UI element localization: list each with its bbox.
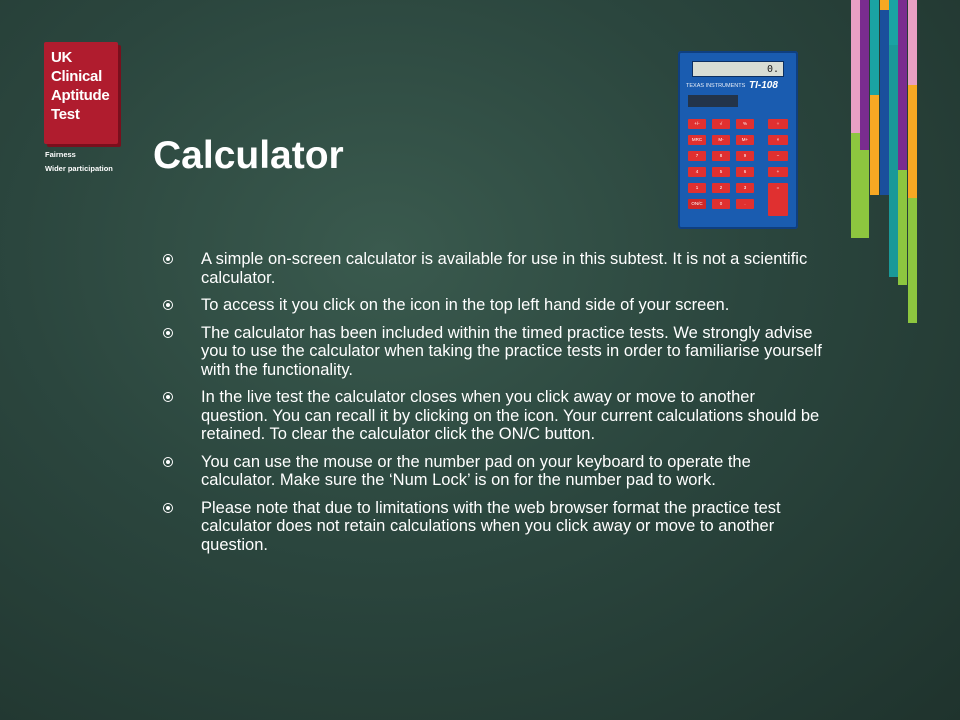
stripe xyxy=(851,0,860,133)
stripe xyxy=(870,0,879,95)
stripe xyxy=(889,0,898,45)
calculator-key: 4 xyxy=(688,167,706,177)
calculator-key: 5 xyxy=(712,167,730,177)
stripe xyxy=(870,95,879,195)
calculator-key: = xyxy=(768,183,788,216)
calculator-model: TI-108 xyxy=(749,80,778,91)
slide-title: Calculator xyxy=(153,134,344,177)
calculator-key: √ xyxy=(712,119,730,129)
bullet-icon xyxy=(163,254,173,264)
calculator-key: 1 xyxy=(688,183,706,193)
calculator-image xyxy=(678,51,798,229)
logo-line-test: Test xyxy=(51,106,80,123)
stripe xyxy=(851,133,860,238)
bullet-text: In the live test the calculator closes when you click away or move to another question. You can recall it by clicking on the icon. Your current calculations should be retained. To clear the calculator click the ON/C button. xyxy=(201,388,820,443)
stripe xyxy=(860,0,869,150)
bullet-item xyxy=(163,453,823,490)
bullet-text: The calculator has been included within the timed practice tests. We strongly advise you to use the calculator when taking the practice tests in order to familiarise yourself with the functionality. xyxy=(201,323,822,379)
stripe xyxy=(908,85,917,198)
calculator-key: 2 xyxy=(712,183,730,193)
calculator-key: % xyxy=(736,119,754,129)
bullet-item xyxy=(163,499,823,555)
bullet-text: You can use the mouse or the number pad on your keyboard to operate the calculator. Make sure the ‘Num Lock’ is on for the number pad to work. xyxy=(201,452,751,489)
calculator-key: MRC xyxy=(688,135,706,145)
bullet-text: A simple on-screen calculator is available for use in this subtest. It is not a scientific calculator. xyxy=(201,250,808,287)
calculator-key: . xyxy=(736,199,754,209)
bullet-item xyxy=(163,324,823,380)
stripe xyxy=(889,45,898,277)
calculator-key: M+ xyxy=(736,135,754,145)
calculator-key: M- xyxy=(712,135,730,145)
stripe xyxy=(908,0,917,85)
bullet-icon xyxy=(163,392,173,402)
bullet-text: To access it you click on the icon in the top left hand side of your screen. xyxy=(201,296,730,314)
stripe xyxy=(860,150,869,238)
calculator-key: − xyxy=(768,151,788,161)
calculator-key: ON/C xyxy=(688,199,706,209)
bullet-icon xyxy=(163,503,173,513)
bullet-item xyxy=(163,388,823,444)
bullet-list xyxy=(163,250,823,563)
calculator-key: ÷ xyxy=(768,119,788,129)
stripe xyxy=(908,198,917,323)
stripe xyxy=(898,0,907,170)
calculator-key: 0 xyxy=(712,199,730,209)
bullet-icon xyxy=(163,457,173,467)
logo-line-uk: UK xyxy=(51,49,73,66)
calculator-key: 9 xyxy=(736,151,754,161)
stripe xyxy=(880,0,889,10)
calculator-key: 8 xyxy=(712,151,730,161)
logo-line-clinical: Clinical xyxy=(51,68,102,85)
calculator-display: 0. xyxy=(692,61,784,77)
bullet-item xyxy=(163,250,823,287)
calculator-key: × xyxy=(768,135,788,145)
calculator-brand: TEXAS INSTRUMENTS xyxy=(686,83,746,89)
calculator-key: 3 xyxy=(736,183,754,193)
logo-tagline-fairness: Fairness xyxy=(45,150,76,159)
calculator-key: 6 xyxy=(736,167,754,177)
logo-tagline-wider: Wider participation xyxy=(45,164,113,173)
calculator-key: + xyxy=(768,167,788,177)
calculator-key: +/- xyxy=(688,119,706,129)
bullet-icon xyxy=(163,328,173,338)
bullet-text: Please note that due to limitations with the web browser format the practice test calculator does not retain calculations when you click away or move to another question. xyxy=(201,498,781,554)
bullet-icon xyxy=(163,300,173,310)
ucat-logo xyxy=(44,42,118,144)
stripe xyxy=(898,170,907,285)
stripe xyxy=(880,10,889,195)
calculator-key: 7 xyxy=(688,151,706,161)
solar-panel xyxy=(688,95,738,107)
logo-line-aptitude: Aptitude xyxy=(51,87,110,104)
bullet-item xyxy=(163,296,823,315)
